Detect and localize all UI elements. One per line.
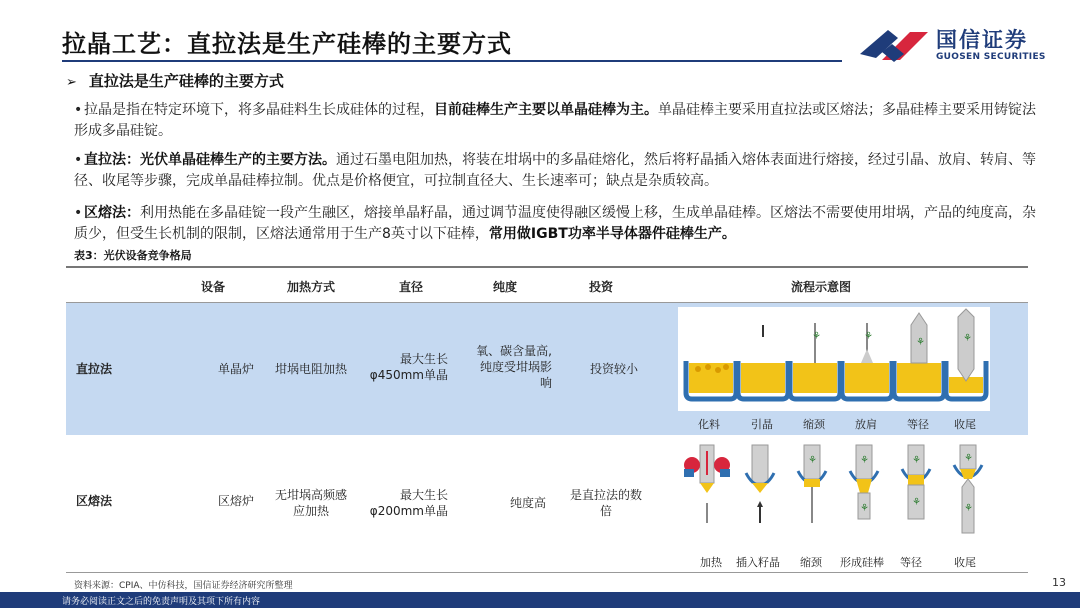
czochralski-process-diagram bbox=[678, 307, 990, 411]
bullet-dot-icon: • bbox=[74, 205, 83, 221]
page-number: 13 bbox=[1052, 576, 1066, 589]
fz-step-label: 等径 bbox=[900, 556, 922, 569]
fz-step-heating bbox=[684, 445, 730, 523]
cell-diameter-line1: 最大生长 bbox=[399, 488, 448, 502]
paragraph-2-emphasis: 直拉法：光伏单晶硅棒生产的主要方法。 bbox=[84, 152, 336, 168]
header-heating: 加热方式 bbox=[286, 280, 335, 294]
disclaimer-text: 请务必阅读正文之后的免责声明及其项下所有内容 bbox=[62, 597, 261, 607]
table-row bbox=[66, 303, 1028, 435]
svg-text:⚘: ⚘ bbox=[916, 337, 925, 348]
cz-step-label: 收尾 bbox=[954, 418, 976, 431]
cz-step-label: 引晶 bbox=[751, 418, 773, 431]
cz-step-label: 化料 bbox=[698, 418, 720, 431]
cell-diameter-line2: φ450mm单晶 bbox=[369, 368, 448, 382]
title-divider bbox=[62, 60, 842, 62]
cell-investment: 投资较小 bbox=[589, 362, 638, 376]
svg-text:⚘: ⚘ bbox=[860, 503, 869, 514]
section-heading-text: 直拉法是生产硅棒的主要方式 bbox=[88, 72, 284, 90]
fz-step-body-growth bbox=[902, 445, 930, 519]
logo-text-en: GUOSEN SECURITIES bbox=[936, 52, 1046, 62]
cz-step-label: 放肩 bbox=[855, 418, 877, 431]
page-title: 拉晶工艺：直拉法是生产硅棒的主要方式 bbox=[62, 30, 512, 58]
float-zone-step-labels bbox=[678, 554, 990, 570]
header-device: 设备 bbox=[200, 280, 225, 294]
paragraph-1-emphasis: 目前硅棒生产主要以单晶硅棒为主。 bbox=[434, 102, 658, 118]
table-header-row bbox=[66, 268, 1028, 302]
svg-text:⚘: ⚘ bbox=[912, 497, 921, 508]
cell-heating: 坩埚电阻加热 bbox=[274, 362, 347, 376]
bullet-dot-icon: • bbox=[74, 102, 83, 118]
float-zone-process-diagram bbox=[678, 443, 990, 555]
table-row bbox=[66, 435, 1028, 572]
fz-step-label: 缩颈 bbox=[800, 556, 822, 569]
czochralski-step-labels bbox=[678, 416, 990, 432]
fz-step-forming-rod bbox=[850, 445, 878, 519]
cell-purity-line1: 氧、碳含量高, bbox=[476, 344, 552, 358]
header-diameter: 直径 bbox=[398, 280, 423, 294]
cell-purity: 纯度高 bbox=[509, 496, 546, 510]
paragraph-1 bbox=[74, 100, 1044, 142]
paragraph-2-text: 通过石墨电阻加热，将装在坩埚中的多晶硅熔化，然后将籽晶插入熔体表面进行熔接，经过引晶、放肩、转肩、等径、收尾等步骤，完成单晶硅棒拉制。优点是价格便宜，可拉制直径大、生长速率可；缺点是杂质较高。 bbox=[74, 152, 1036, 189]
table-bottom-rule bbox=[66, 572, 1028, 573]
fz-step-necking bbox=[798, 445, 826, 523]
bullet-dot-icon: • bbox=[74, 152, 83, 168]
fz-step-label: 加热 bbox=[700, 556, 722, 569]
footer-bar bbox=[0, 592, 1080, 608]
fz-step-seed-insertion bbox=[746, 445, 774, 523]
cell-diameter-line2: φ200mm单晶 bbox=[369, 504, 448, 518]
cell-heating-line2: 应加热 bbox=[292, 504, 329, 518]
cell-device: 单晶炉 bbox=[217, 362, 254, 376]
fz-step-label: 形成硅棒 bbox=[840, 556, 884, 569]
svg-text:⚘: ⚘ bbox=[864, 331, 873, 342]
fz-step-label: 收尾 bbox=[954, 556, 976, 569]
cz-step-label: 等径 bbox=[907, 418, 929, 431]
cz-step-label: 缩颈 bbox=[803, 418, 825, 431]
svg-text:⚘: ⚘ bbox=[964, 453, 973, 464]
paragraph-3-emphasis: 常用做IGBT功率半导体器件硅棒生产。 bbox=[488, 226, 736, 242]
cell-investment-line1: 是直拉法的数 bbox=[569, 488, 642, 502]
cell-investment-line2: 倍 bbox=[599, 504, 612, 518]
header-diagram: 流程示意图 bbox=[790, 280, 851, 294]
paragraph-3-lead: 区熔法： bbox=[84, 205, 140, 221]
svg-text:⚘: ⚘ bbox=[963, 333, 972, 344]
cell-device: 区熔炉 bbox=[217, 494, 254, 508]
svg-text:⚘: ⚘ bbox=[812, 331, 821, 342]
header-purity: 纯度 bbox=[492, 280, 517, 294]
svg-text:⚘: ⚘ bbox=[808, 455, 817, 466]
row-label-float-zone: 区熔法 bbox=[76, 494, 113, 508]
cell-purity-line2: 纯度受坩埚影 bbox=[479, 360, 552, 374]
fz-step-label: 插入籽晶 bbox=[736, 556, 780, 569]
cell-purity-line3: 响 bbox=[539, 376, 552, 390]
paragraph-2 bbox=[74, 150, 1044, 192]
cell-diameter-line1: 最大生长 bbox=[399, 352, 448, 366]
guosen-logo bbox=[858, 22, 1058, 66]
logo-text-cn: 国信证券 bbox=[936, 28, 1028, 52]
cell-heating-line1: 无坩埚高频感 bbox=[274, 488, 347, 502]
source-note: 资料来源：CPIA、中仿科技，国信证券经济研究所整理 bbox=[74, 581, 293, 591]
row-label-czochralski: 直拉法 bbox=[76, 362, 113, 376]
guosen-logo-icon bbox=[858, 24, 930, 64]
svg-text:⚘: ⚘ bbox=[964, 503, 973, 514]
svg-text:⚘: ⚘ bbox=[912, 455, 921, 466]
paragraph-1-text-c: 单晶硅棒主要采用直拉法或区熔法；多晶硅棒主要采用铸锭法形成多晶硅锭。 bbox=[74, 102, 1036, 139]
svg-text:⚘: ⚘ bbox=[860, 455, 869, 466]
paragraph-3-text: 利用热能在多晶硅锭一段产生融区，熔接单晶籽晶，通过调节温度使得融区缓慢上移，生成单晶硅棒。区熔法不需要使用坩埚，产品的纯度高，杂质少，但受生长机制的限制，区熔法通常用于生产8英寸以下硅棒， bbox=[74, 205, 1036, 242]
paragraph-3 bbox=[74, 203, 1044, 245]
paragraph-1-text-a: 拉晶是指在特定环境下，将多晶硅料生长成硅体的过程， bbox=[84, 102, 434, 118]
header-investment: 投资 bbox=[588, 280, 613, 294]
table-caption: 表3：光伏设备竞争格局 bbox=[74, 249, 192, 262]
fz-step-tailing bbox=[954, 445, 982, 533]
arrow-bullet-icon: ➢ bbox=[66, 75, 77, 90]
section-heading bbox=[66, 70, 284, 91]
comparison-table bbox=[66, 266, 1028, 572]
